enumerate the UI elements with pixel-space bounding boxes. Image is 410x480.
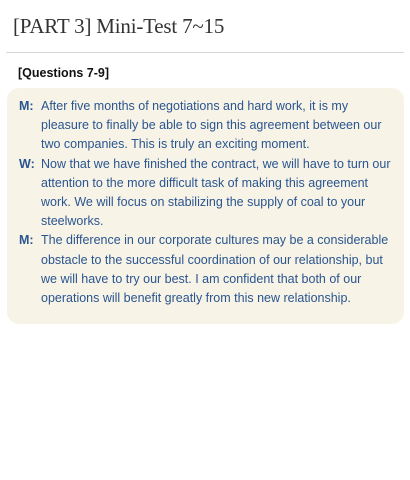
dialogue-line [19, 231, 398, 308]
speaker-label: M: [19, 233, 34, 248]
dialogue-text: After five months of negotiations and hard work, it is my pleasure to finally be able to sign this agreement between our two companies. This is truly an exciting moment. [41, 99, 382, 152]
title-divider [6, 52, 404, 53]
dialogue-line [19, 155, 398, 232]
dialogue-text: The difference in our corporate cultures may be a considerable obstacle to the successful coordination of our relationship, but we will have to try our best. I am confident that both of our operations will benefit greatly from this new relationship. [41, 233, 389, 306]
speaker-label: M: [19, 99, 34, 113]
section-label: [Questions 7-9] [18, 66, 109, 80]
dialogue-text: Now that we have finished the contract, we will have to turn our attention to the more difficult task of making this agreement work. We will focus on stabilizing the supply of coal to your steelworks. [41, 156, 391, 229]
dialogue-line [19, 97, 398, 155]
speaker-label: W: [19, 156, 35, 171]
page-title: [PART 3] Mini-Test 7~15 [13, 14, 225, 38]
dialogue-box [7, 88, 404, 324]
